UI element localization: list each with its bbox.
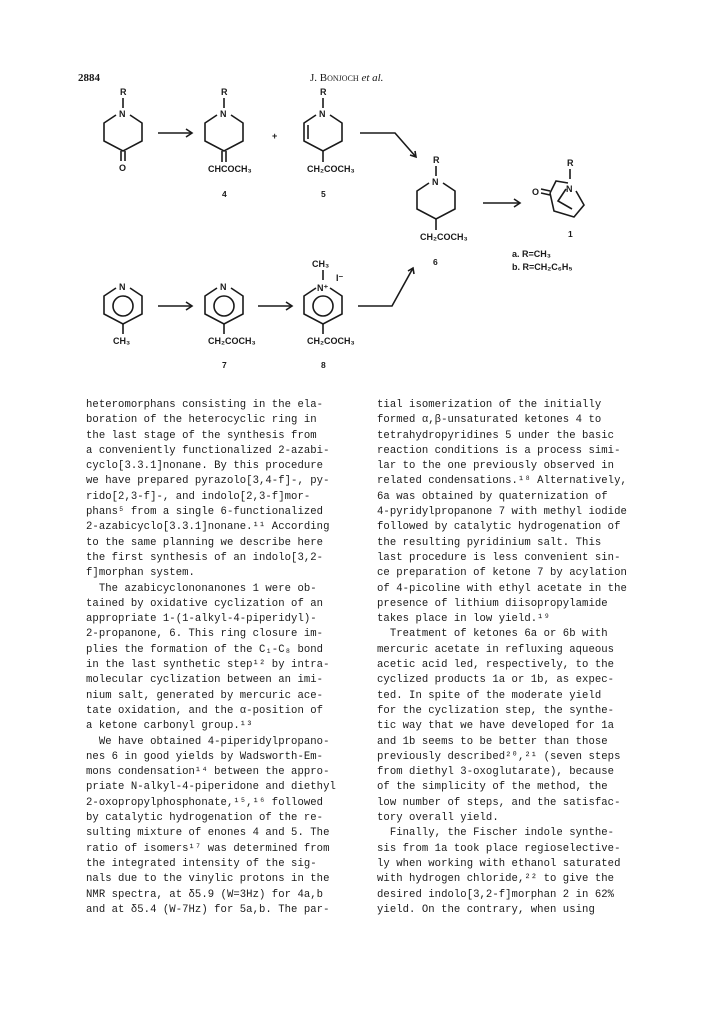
running-head-author: J. Bonjoch: [310, 72, 359, 84]
plus-sign: +: [272, 131, 278, 141]
text-line: followed by catalytic hydrogenation of: [377, 521, 621, 534]
text-line: NMR spectra, at δ5.9 (W=3Hz) for 4a,b: [86, 888, 324, 901]
text-line: sulting mixture of enones 4 and 5. The: [86, 827, 330, 840]
text-line: ce preparation of ketone 7 by acylation: [377, 567, 627, 580]
text-line: the integrated intensity of the sig-: [86, 857, 317, 870]
text-line: Treatment of ketones 6a or 6b with: [377, 628, 608, 641]
text-line: cyclo[3.3.1]nonane. By this procedure: [86, 460, 324, 473]
text-line: heteromorphans consisting in the ela-: [86, 399, 324, 411]
ch3-label: CH₃: [312, 259, 330, 269]
text-line: lar to the one previously observed in: [377, 460, 615, 473]
r-label: R: [120, 87, 127, 97]
right-column: [377, 398, 667, 918]
chcoch3-label: CHCOCH₃: [208, 164, 252, 174]
text-line: 2-azabicyclo[3.3.1]nonane.¹¹ According: [86, 521, 330, 534]
running-head: [310, 72, 383, 84]
text-line: tory overall yield.: [377, 812, 499, 825]
left-column: [86, 398, 368, 918]
text-line: boration of the heterocyclic ring in: [86, 414, 317, 427]
compound-label-6: 6: [433, 257, 438, 267]
arrow-8-to-6: [358, 268, 414, 306]
n-label: N: [220, 282, 227, 292]
text-line: 2-oxopropylphosphonate,¹⁵,¹⁶ followed: [86, 796, 324, 809]
text-line: plies the formation of the C₁-C₈ bond: [86, 643, 324, 656]
text-line: mons condensation¹⁴ between the appro-: [86, 766, 330, 779]
compound-1: [532, 158, 584, 239]
text-line: tained by oxidative cyclization of an: [86, 597, 324, 610]
ch2coch3-label: CH₂COCH₃: [208, 336, 256, 346]
text-line: previously described²⁰,²¹ (seven steps: [377, 750, 621, 763]
text-line: reaction conditions is a process simi-: [377, 444, 621, 457]
compound-label-4: 4: [222, 189, 227, 199]
page-number: 2884: [78, 72, 100, 84]
text-line: tic way that we have developed for 1a: [377, 720, 615, 733]
o-label: O: [119, 163, 127, 173]
compound-4: [205, 87, 252, 199]
compound-label-7: 7: [222, 360, 227, 370]
legend-a: a. R=CH₃: [512, 249, 551, 259]
text-line: the resulting pyridinium salt. This: [377, 536, 602, 549]
text-line: rido[2,3-f]-, and indolo[2,3-f]mor-: [86, 490, 311, 503]
text-line: low number of steps, and the satisfac-: [377, 796, 621, 809]
text-line: takes place in low yield.¹⁹: [377, 613, 550, 626]
text-line: ratio of isomers¹⁷ was determined from: [86, 842, 330, 855]
arrow-3: [258, 302, 292, 310]
text-line: sis from 1a took place regioselective-: [377, 842, 621, 855]
text-line: and 1b seems to be better than those: [377, 735, 608, 748]
r-label: R: [320, 87, 327, 97]
n-label: N: [566, 184, 573, 194]
text-line: of the simplicity of the method, the: [377, 781, 608, 794]
text-line: to the same planning we describe here: [86, 536, 324, 549]
compound-8: [304, 259, 355, 370]
text-line: priate N-alkyl-4-piperidone and diethyl: [86, 781, 336, 794]
text-line: cyclized products 1a or 1b, as expec-: [377, 674, 615, 687]
ch2coch3-label: CH₂COCH₃: [307, 164, 355, 174]
compound-6: [417, 155, 468, 267]
text-line: for the cyclization step, the synthe-: [377, 704, 615, 717]
text-line: The azabicyclononanones 1 were ob-: [86, 582, 317, 595]
text-line: phans⁵ from a single 6-functionalized: [86, 506, 324, 519]
text-line: nals due to the vinylic protons in the: [86, 873, 330, 886]
text-line: of 4-picoline with ethyl acetate in the: [377, 582, 627, 595]
text-line: tial isomerization of the initially: [377, 399, 602, 411]
iodide-label: I⁻: [336, 273, 344, 283]
text-line: tetrahydropyridines 5 under the basic: [377, 429, 615, 442]
text-line: Finally, the Fischer indole synthe-: [377, 827, 615, 840]
text-line: last procedure is less convenient sin-: [377, 551, 621, 564]
compound-5: [304, 87, 355, 199]
text-line: presence of lithium diisopropylamide: [377, 597, 608, 610]
text-line: We have obtained 4-piperidylpropano-: [86, 735, 330, 748]
text-line: nium salt, generated by mercuric ace-: [86, 689, 324, 702]
reaction-scheme: [0, 85, 727, 375]
text-line: nes 6 in good yields by Wadsworth-Em-: [86, 750, 324, 763]
ch2coch3-label: CH₂COCH₃: [420, 232, 468, 242]
text-line: tate oxidation, and the α-position of: [86, 704, 324, 717]
text-line: yield. On the contrary, when using: [377, 903, 595, 916]
text-line: acetic acid led, respectively, to the: [377, 659, 615, 672]
text-line: desired indolo[3,2-f]morphan 2 in 62%: [377, 888, 615, 901]
n-label: N: [432, 177, 439, 187]
r-label: R: [221, 87, 228, 97]
arrow-2: [158, 302, 192, 310]
r-label: R: [433, 155, 440, 165]
text-line: by catalytic hydrogenation of the re-: [86, 812, 324, 825]
text-line: from diethyl 3-oxoglutarate), because: [377, 766, 615, 779]
arrow-1: [158, 129, 192, 137]
compound-label-1: 1: [568, 229, 573, 239]
n-label: N: [119, 282, 126, 292]
text-line: the last stage of the synthesis from: [86, 429, 317, 442]
text-line: 2-propanone, 6. This ring closure im-: [86, 628, 324, 641]
arrow-5-to-6: [360, 133, 416, 157]
n-label: N: [220, 109, 227, 119]
n-label: N: [119, 109, 126, 119]
nplus-label: N⁺: [317, 283, 329, 293]
ch2coch3-label: CH₂COCH₃: [307, 336, 355, 346]
text-line: f]morphan system.: [86, 567, 195, 580]
text-line: appropriate 1-(1-alkyl-4-piperidyl)-: [86, 613, 317, 626]
r-label: R: [567, 158, 574, 168]
legend-b: b. R=CH₂C₆H₅: [512, 262, 573, 272]
running-head-etal: et al.: [361, 72, 384, 84]
text-line: a conveniently functionalized 2-azabi-: [86, 444, 330, 457]
compound-label-8: 8: [321, 360, 326, 370]
arrow-6-to-1: [483, 199, 520, 207]
text-line: the first synthesis of an indolo[3,2-: [86, 551, 324, 564]
text-line: a ketone carbonyl group.¹³: [86, 720, 253, 733]
compound-7: [205, 282, 256, 370]
text-line: 4-pyridylpropanone 7 with methyl iodide: [377, 506, 627, 519]
text-line: with hydrogen chloride,²² to give the: [377, 873, 615, 886]
text-line: ted. In spite of the moderate yield: [377, 689, 602, 702]
text-line: ly when working with ethanol saturated: [377, 857, 621, 870]
compound-piperidone: [104, 87, 142, 173]
compound-picoline: [104, 282, 142, 346]
ch3-label: CH₃: [113, 336, 131, 346]
n-label: N: [319, 109, 326, 119]
text-line: and at δ5.4 (W-7Hz) for 5a,b. The par-: [86, 903, 330, 916]
text-line: formed α,β-unsaturated ketones 4 to: [377, 414, 602, 427]
compound-label-5: 5: [321, 189, 326, 199]
text-line: in the last synthetic step¹² by intra-: [86, 659, 330, 672]
text-line: we have prepared pyrazolo[3,4-f]-, py-: [86, 475, 330, 488]
text-line: molecular cyclization between an imi-: [86, 674, 324, 687]
text-line: mercuric acetate in refluxing aqueous: [377, 643, 615, 656]
text-line: related condensations.¹⁸ Alternatively,: [377, 475, 627, 488]
text-line: 6a was obtained by quaternization of: [377, 490, 608, 503]
o-label: O: [532, 187, 540, 197]
